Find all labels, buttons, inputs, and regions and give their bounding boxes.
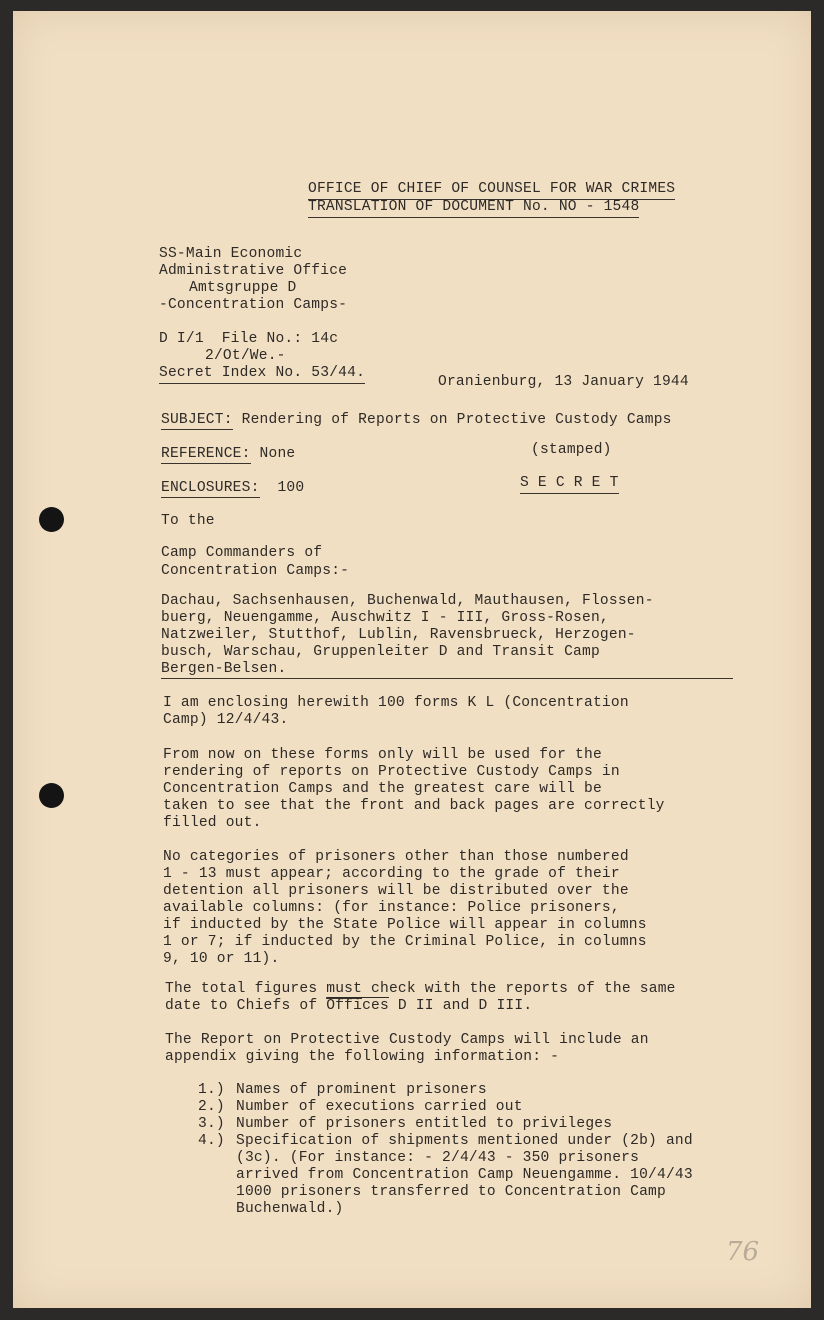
para3-line-1: No categories of prisoners other than those numbered [163, 849, 629, 865]
subject-line [161, 412, 672, 429]
para5-line-2: appendix giving the following information: - [165, 1049, 560, 1065]
camps-line-2: buerg, Neuengamme, Auschwitz I - III, Gross-Rosen, [161, 610, 609, 626]
para4-offices: Offices [326, 998, 389, 1014]
header-translation: TRANSLATION OF DOCUMENT No. NO - 1548 [308, 199, 639, 218]
para5-line-1: The Report on Protective Custody Camps will include an [165, 1032, 649, 1048]
reference-text: None [259, 446, 296, 462]
list-item-4-num: 4.) [198, 1133, 225, 1149]
para4-text-c: check with the reports of the same [362, 981, 676, 997]
para3-line-4: available columns: (for instance: Police prisoners, [163, 900, 620, 916]
document-page [13, 11, 811, 1308]
list-item-3-num: 3.) [198, 1116, 225, 1132]
reference-line [161, 446, 295, 463]
list-item-3-text: Number of prisoners entitled to privileges [236, 1116, 613, 1132]
camps-line-4: busch, Warschau, Gruppenleiter D and Transit Camp [161, 644, 600, 660]
list-item-4-line-4: 1000 prisoners transferred to Concentration Camp [236, 1184, 666, 1200]
file-initials: 2/Ot/We.- [205, 348, 286, 364]
para4-line-1 [165, 981, 676, 998]
enclosures-label: ENCLOSURES: [161, 480, 260, 496]
para2-line-3: Concentration Camps and the greatest care will be [163, 781, 602, 797]
punch-hole-upper [39, 507, 64, 532]
addressee-line-1: Camp Commanders of [161, 545, 323, 561]
para2-line-4: taken to see that the front and back pages are correctly [163, 798, 665, 814]
para1-line-2: Camp) 12/4/43. [163, 712, 289, 728]
file-number: D I/1 File No.: 14c [159, 331, 339, 347]
subject-label: SUBJECT: [161, 412, 233, 428]
list-item-4-line-5: Buchenwald.) [236, 1201, 344, 1217]
para2-line-2: rendering of reports on Protective Custody Camps in [163, 764, 620, 780]
para4-emphasis-must: must [326, 981, 363, 997]
subject-text: Rendering of Reports on Protective Custody Camps [241, 412, 672, 428]
sender-line-1: SS-Main Economic [159, 246, 303, 262]
para3-line-5: if inducted by the State Police will appear in columns [163, 917, 647, 933]
list-item-1-num: 1.) [198, 1082, 225, 1098]
para4-text-a: The total figures [165, 981, 327, 997]
handwritten-page-number: 76 [726, 1237, 760, 1267]
sender-line-2: Administrative Office [159, 263, 348, 279]
reference-label: REFERENCE: [161, 446, 251, 462]
to-the: To the [161, 513, 215, 529]
para2-line-5: filled out. [163, 815, 262, 831]
para1-line-1: I am enclosing herewith 100 forms K L (Concentration [163, 695, 629, 711]
para3-line-2: 1 - 13 must appear; according to the grade of their [163, 866, 620, 882]
para4-text-d: date to Chiefs of [165, 998, 327, 1014]
para2-line-1: From now on these forms only will be used for the [163, 747, 602, 763]
camps-line-5: Bergen-Belsen. [161, 661, 287, 677]
para3-line-3: detention all prisoners will be distributed over the [163, 883, 629, 899]
para4-text-f: D II and D III. [388, 998, 533, 1014]
sender-line-4: -Concentration Camps- [159, 297, 348, 313]
secret-stamp: S E C R E T [520, 475, 619, 494]
list-item-1-text: Names of prominent prisoners [236, 1082, 487, 1098]
list-item-4-line-3: arrived from Concentration Camp Neuengamme. 10/4/43 [236, 1167, 693, 1183]
para4-line-2 [165, 998, 532, 1015]
addressee-line-2: Concentration Camps:- [161, 563, 350, 579]
list-item-2-text: Number of executions carried out [236, 1099, 523, 1115]
list-item-4-line-1: Specification of shipments mentioned under (2b) and [236, 1133, 693, 1149]
para3-line-7: 9, 10 or 11). [163, 951, 280, 967]
sender-line-3: Amtsgruppe D [189, 280, 297, 296]
enclosures-line [161, 480, 304, 497]
camps-line-1: Dachau, Sachsenhausen, Buchenwald, Mauthausen, Flossen- [161, 593, 654, 609]
stamped-note: (stamped) [531, 442, 612, 458]
list-item-4-line-2: (3c). (For instance: - 2/4/43 - 350 prisoners [236, 1150, 640, 1166]
para3-line-6: 1 or 7; if inducted by the Criminal Police, in columns [163, 934, 647, 950]
place-date: Oranienburg, 13 January 1944 [438, 374, 689, 390]
camps-line-3: Natzweiler, Stutthof, Lublin, Ravensbrueck, Herzogen- [161, 627, 636, 643]
header-office: OFFICE OF CHIEF OF COUNSEL FOR WAR CRIMES [308, 181, 675, 200]
camps-divider [161, 678, 733, 679]
punch-hole-lower [39, 783, 64, 808]
enclosures-text: 100 [277, 480, 305, 496]
secret-index: Secret Index No. 53/44. [159, 365, 365, 384]
list-item-2-num: 2.) [198, 1099, 225, 1115]
